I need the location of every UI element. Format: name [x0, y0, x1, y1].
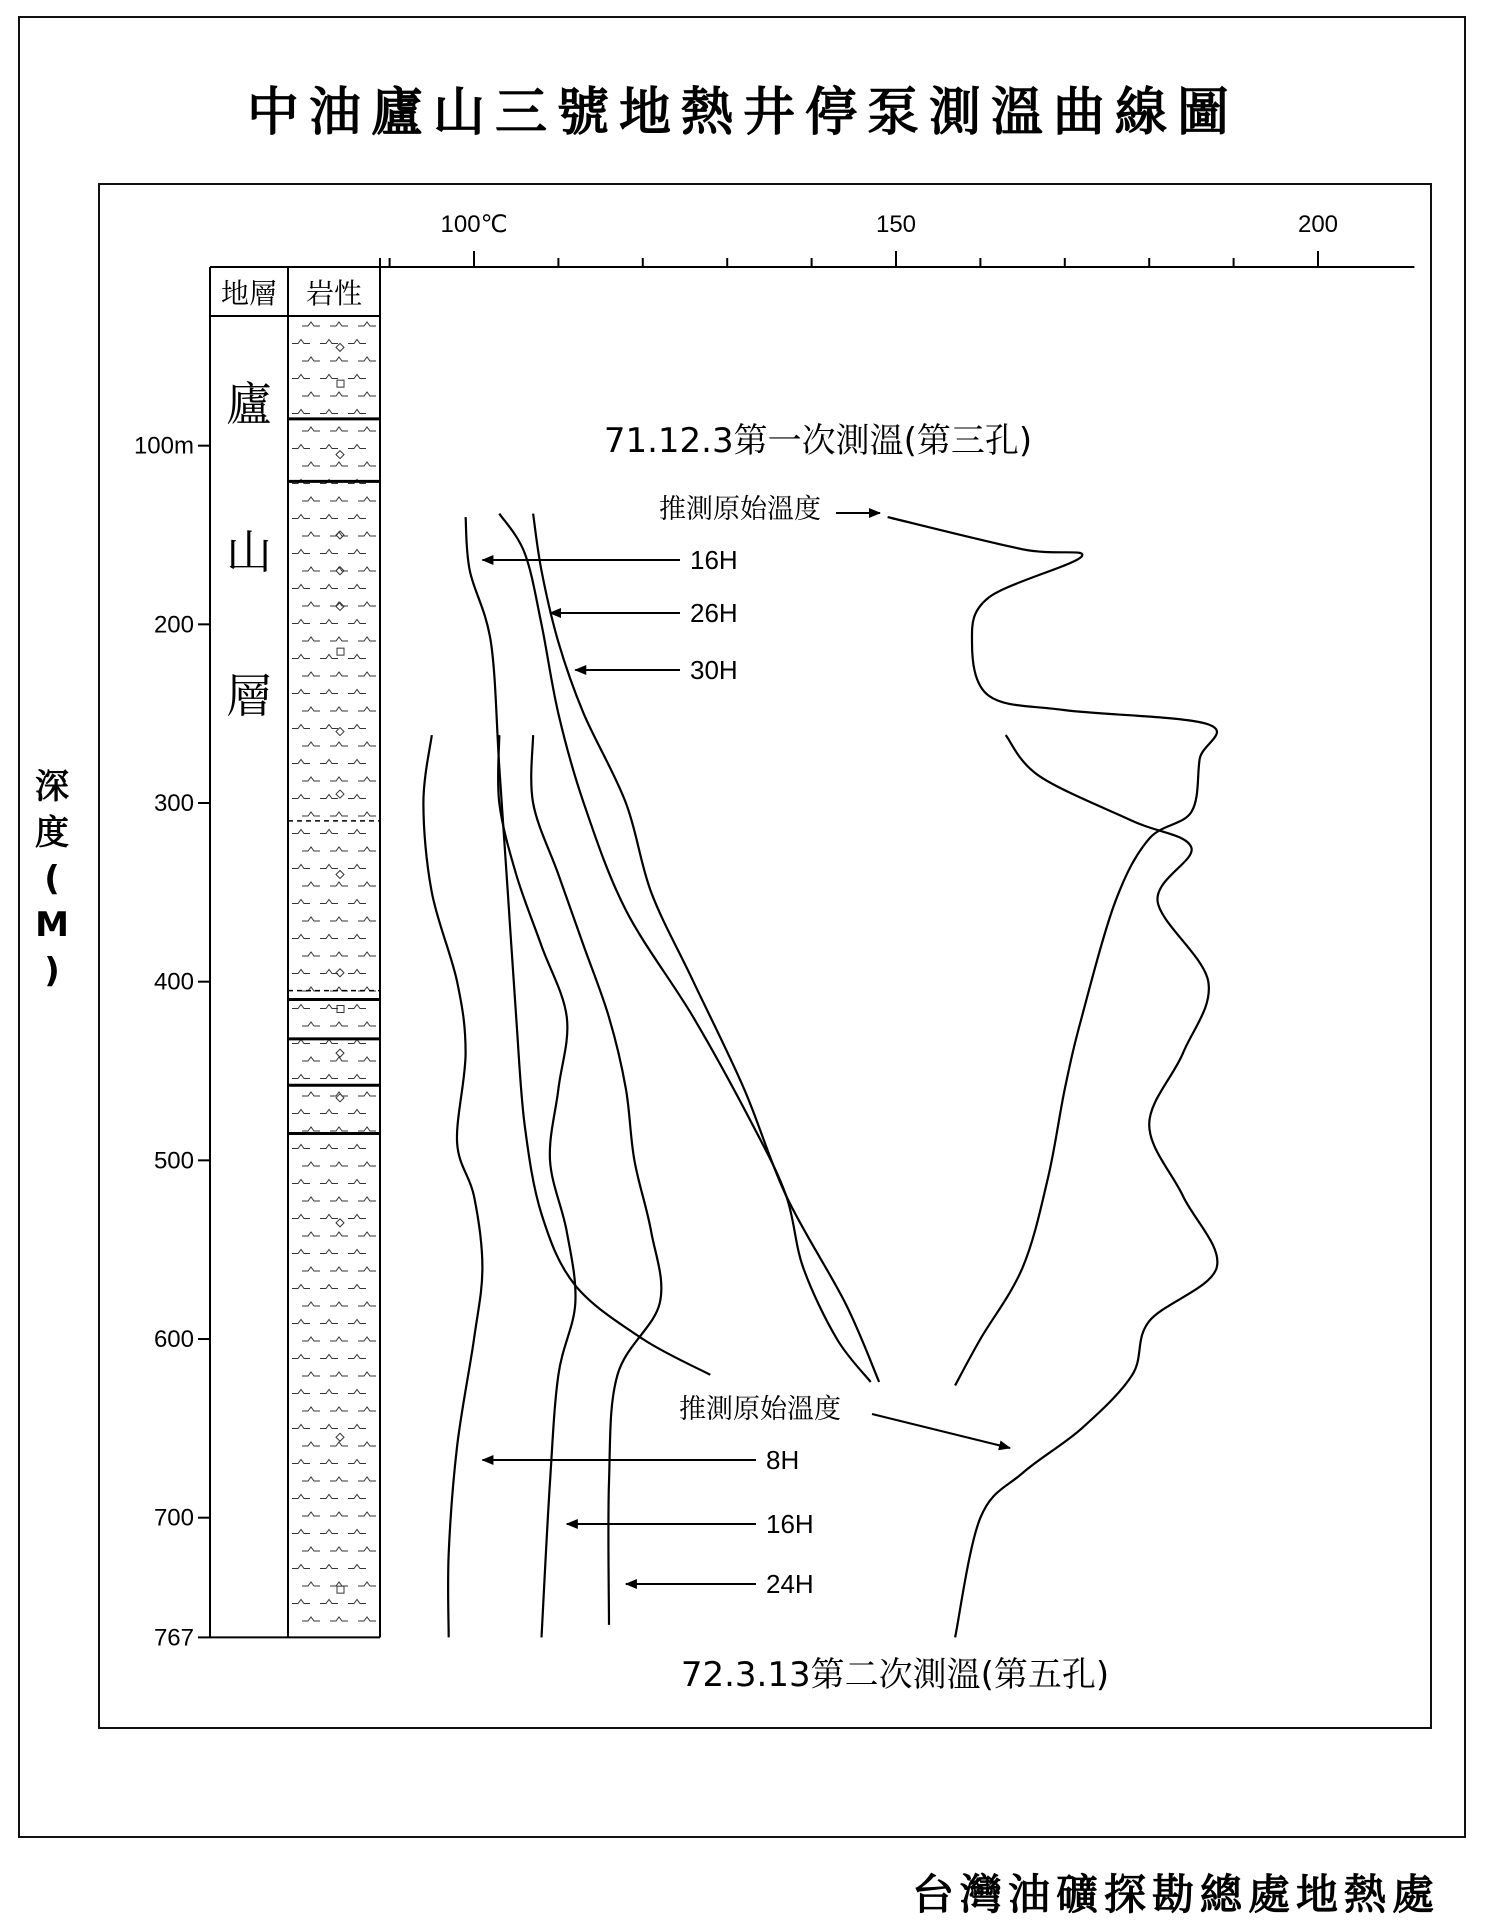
lithology-mark	[292, 340, 310, 344]
lithology-mark	[348, 1215, 366, 1219]
lithology-mark	[320, 830, 338, 834]
lithology-mark	[302, 847, 320, 851]
lithology-mark	[348, 1425, 366, 1429]
lithology-mark	[320, 725, 338, 729]
accessory-square	[337, 1005, 344, 1012]
lithology-mark	[292, 1215, 310, 1219]
y-tick-label: 100m	[133, 432, 194, 460]
lithology-mark	[320, 515, 338, 519]
lithology-mark	[302, 1512, 320, 1516]
lithology-mark	[358, 812, 376, 816]
lithology-mark	[330, 427, 348, 431]
formation-name-char: 山	[226, 525, 272, 579]
y-tick-label: 700	[153, 1504, 194, 1532]
lithology-mark	[292, 620, 310, 624]
survey2-pointer-label-24h: 24H	[766, 1569, 814, 1599]
lithology-mark	[292, 795, 310, 799]
lithology-mark	[320, 690, 338, 694]
lithology-mark	[348, 375, 366, 379]
lithology-mark	[330, 1582, 348, 1586]
lithology-mark	[348, 760, 366, 764]
lithology-mark	[302, 462, 320, 466]
lithology-mark	[330, 1127, 348, 1131]
lithology-mark	[292, 1460, 310, 1464]
lithology-mark	[320, 1005, 338, 1009]
lithology-mark	[330, 1022, 348, 1026]
lithology-mark	[358, 952, 376, 956]
lithology-mark	[358, 1197, 376, 1201]
lithology-mark	[292, 1565, 310, 1569]
lithology-mark	[330, 1372, 348, 1376]
lithology-mark	[348, 620, 366, 624]
accessory-diamond	[336, 1049, 344, 1057]
lithology-mark	[292, 970, 310, 974]
lithology-mark	[330, 847, 348, 851]
lithology-mark	[320, 760, 338, 764]
lithology-mark	[358, 1407, 376, 1411]
lithology-mark	[320, 1565, 338, 1569]
lithology-mark	[330, 1232, 348, 1236]
lithology-mark	[292, 550, 310, 554]
lithology-mark	[302, 497, 320, 501]
lithology-mark	[292, 830, 310, 834]
lithology-mark	[292, 1285, 310, 1289]
accessory-square	[337, 380, 344, 387]
lithology-mark	[302, 742, 320, 746]
survey2-label: 72.3.13第二次測溫(第五孔)	[680, 1655, 1110, 1695]
lithology-mark	[358, 1092, 376, 1096]
lithology-mark	[320, 585, 338, 589]
lithology-mark	[348, 1180, 366, 1184]
lithology-mark	[320, 900, 338, 904]
lithology-mark	[348, 1075, 366, 1079]
lithology-mark	[348, 900, 366, 904]
lithology-mark	[292, 1320, 310, 1324]
lithology-mark	[330, 882, 348, 886]
lithology-mark	[330, 1442, 348, 1446]
lithology-mark	[330, 777, 348, 781]
survey1-pointer-label-30h: 30H	[690, 655, 738, 685]
lithology-mark	[358, 1547, 376, 1551]
lithology-mark	[330, 1302, 348, 1306]
lithology-mark	[348, 690, 366, 694]
lithology-mark	[348, 1005, 366, 1009]
lithology-mark	[292, 445, 310, 449]
lithology-mark	[302, 1127, 320, 1131]
lithology-mark	[302, 812, 320, 816]
lithology-mark	[358, 777, 376, 781]
lithology-mark	[320, 1250, 338, 1254]
lithology-mark	[348, 865, 366, 869]
lithology-mark	[292, 1355, 310, 1359]
lithology-mark	[320, 865, 338, 869]
curve-survey1-16h	[466, 517, 711, 1375]
lithology-mark	[302, 1092, 320, 1096]
survey2-estimate-label: 推測原始溫度	[679, 1394, 841, 1425]
lithology-mark	[302, 1162, 320, 1166]
lithology-mark	[330, 672, 348, 676]
lithology-mark	[320, 550, 338, 554]
lithology-mark	[330, 1057, 348, 1061]
lithology-mark	[348, 970, 366, 974]
lithology-mark	[358, 392, 376, 396]
lithology-mark	[330, 742, 348, 746]
lithology-mark	[292, 1005, 310, 1009]
lithology-mark	[330, 1617, 348, 1621]
y-tick-label: 600	[153, 1326, 194, 1354]
lithology-mark	[292, 375, 310, 379]
lithology-mark	[292, 1110, 310, 1114]
lithology-mark	[348, 1285, 366, 1289]
lithology-mark	[302, 532, 320, 536]
lithology-mark	[358, 707, 376, 711]
lithology-mark	[292, 1530, 310, 1534]
survey2-pointer-label-16h: 16H	[766, 1509, 814, 1539]
lithology-mark	[330, 462, 348, 466]
lithology-mark	[302, 1197, 320, 1201]
lithology-mark	[358, 1302, 376, 1306]
lithology-mark	[348, 1495, 366, 1499]
lithology-mark	[292, 760, 310, 764]
lithology-mark	[302, 1547, 320, 1551]
survey1-label: 71.12.3第一次測溫(第三孔)	[603, 421, 1033, 461]
lithology-mark	[302, 602, 320, 606]
survey2-estimate-arrow	[872, 1414, 1010, 1448]
lithology-mark	[320, 1285, 338, 1289]
lithology-mark	[348, 1355, 366, 1359]
lithology-mark	[348, 550, 366, 554]
lithology-mark	[302, 1267, 320, 1271]
lithology-mark	[330, 1267, 348, 1271]
lithology-mark	[348, 1565, 366, 1569]
lithology-mark	[320, 410, 338, 414]
accessory-diamond	[336, 343, 344, 351]
lithology-mark	[330, 1197, 348, 1201]
lithology-mark	[358, 637, 376, 641]
lithology-mark	[330, 1162, 348, 1166]
lithology-mark	[348, 1460, 366, 1464]
lithology-mark	[358, 1022, 376, 1026]
survey1-estimate-label: 推測原始溫度	[659, 494, 821, 525]
accessory-square	[337, 648, 344, 655]
lithology-mark	[320, 795, 338, 799]
lithology-mark	[302, 707, 320, 711]
lithology-mark	[358, 532, 376, 536]
lithology-mark	[292, 1495, 310, 1499]
lithology-mark	[330, 917, 348, 921]
lithology-mark	[358, 917, 376, 921]
lithology-mark	[320, 375, 338, 379]
accessory-diamond	[336, 451, 344, 459]
lithology-mark	[320, 655, 338, 659]
lithology-mark	[348, 1110, 366, 1114]
lithology-mark	[320, 935, 338, 939]
lithology-mark	[320, 1600, 338, 1604]
lithology-mark	[320, 1180, 338, 1184]
lithology-mark	[330, 637, 348, 641]
lithology-mark	[302, 672, 320, 676]
lithology-mark	[302, 1442, 320, 1446]
accessory-diamond	[336, 790, 344, 798]
accessory-square	[337, 1586, 344, 1593]
y-axis-label-char: (	[44, 859, 60, 899]
lithology-mark	[292, 1250, 310, 1254]
lithology-mark	[358, 567, 376, 571]
lithology-mark	[348, 1600, 366, 1604]
curve-survey2-16h	[498, 735, 575, 1637]
lithology-mark	[302, 322, 320, 326]
lithology-mark	[358, 427, 376, 431]
lithology-mark	[358, 1127, 376, 1131]
lithology-mark	[320, 1530, 338, 1534]
lithology-mark	[348, 795, 366, 799]
lithology-mark	[358, 322, 376, 326]
lithology-mark	[302, 637, 320, 641]
x-tick-label: 150	[875, 211, 917, 238]
lithology-mark	[358, 1582, 376, 1586]
y-tick-label: 200	[153, 611, 194, 639]
curve-survey2-24h	[531, 735, 661, 1625]
lithology-mark	[358, 1232, 376, 1236]
lithology-mark	[302, 882, 320, 886]
lithology-mark	[348, 340, 366, 344]
lithology-mark	[320, 340, 338, 344]
lithology-mark	[320, 1110, 338, 1114]
lithology-mark	[358, 742, 376, 746]
lithology-mark	[348, 1250, 366, 1254]
lithology-mark	[348, 655, 366, 659]
lithology-mark	[292, 690, 310, 694]
header-lithology: 岩性	[305, 277, 363, 310]
lithology-mark	[348, 515, 366, 519]
lithology-mark	[302, 357, 320, 361]
y-tick-label: 400	[153, 968, 194, 996]
lithology-mark	[358, 1372, 376, 1376]
lithology-mark	[292, 1180, 310, 1184]
lithology-mark	[358, 1337, 376, 1341]
lithology-mark	[358, 1162, 376, 1166]
lithology-mark	[292, 1425, 310, 1429]
lithology-mark	[358, 462, 376, 466]
lithology-mark	[358, 602, 376, 606]
lithology-mark	[302, 1337, 320, 1341]
lithology-mark	[302, 1372, 320, 1376]
plot-frame	[99, 184, 1431, 1728]
lithology-mark	[292, 655, 310, 659]
accessory-diamond	[336, 969, 344, 977]
lithology-mark	[358, 672, 376, 676]
lithology-mark	[330, 707, 348, 711]
lithology-mark	[348, 410, 366, 414]
lithology-mark	[320, 1320, 338, 1324]
accessory-diamond	[336, 1219, 344, 1227]
lithology-mark	[320, 1390, 338, 1394]
lithology-mark	[358, 1267, 376, 1271]
y-axis-label-char: M	[35, 905, 69, 945]
lithology-mark	[330, 497, 348, 501]
lithology-mark	[330, 357, 348, 361]
chart-title: 中油廬山三號地熱井停泵測溫曲線圖	[246, 83, 1239, 143]
accessory-diamond	[336, 870, 344, 878]
lithology-mark	[292, 1075, 310, 1079]
lithology-mark	[348, 1530, 366, 1534]
lithology-mark	[320, 445, 338, 449]
lithology-mark	[302, 917, 320, 921]
survey1-pointer-label-26h: 26H	[690, 598, 738, 628]
lithology-mark	[302, 1057, 320, 1061]
lithology-mark	[330, 392, 348, 396]
lithology-mark	[330, 1512, 348, 1516]
x-tick-label: 100℃	[440, 211, 508, 238]
lithology-mark	[348, 1145, 366, 1149]
lithology-mark	[302, 392, 320, 396]
lithology-mark	[302, 1022, 320, 1026]
lithology-mark	[320, 620, 338, 624]
lithology-mark	[330, 322, 348, 326]
lithology-mark	[292, 725, 310, 729]
lithology-mark	[330, 952, 348, 956]
lithology-mark	[292, 865, 310, 869]
lithology-mark	[348, 830, 366, 834]
lithology-mark	[292, 585, 310, 589]
curve-survey2-8h	[423, 735, 482, 1637]
lithology-mark	[302, 1407, 320, 1411]
lithology-mark	[302, 1477, 320, 1481]
lithology-mark	[348, 1320, 366, 1324]
survey1-pointer-label-16h: 16H	[690, 545, 738, 575]
lithology-mark	[358, 1057, 376, 1061]
lithology-mark	[292, 1600, 310, 1604]
lithology-mark	[302, 1617, 320, 1621]
lithology-mark	[358, 1442, 376, 1446]
formation-name-char: 層	[226, 669, 272, 723]
lithology-mark	[330, 1547, 348, 1551]
lithology-mark	[320, 1355, 338, 1359]
accessory-diamond	[336, 1433, 344, 1441]
lithology-mark	[320, 1495, 338, 1499]
lithology-mark	[330, 812, 348, 816]
lithology-mark	[348, 445, 366, 449]
lithology-mark	[358, 1617, 376, 1621]
lithology-mark	[292, 1390, 310, 1394]
lithology-mark	[330, 1477, 348, 1481]
lithology-mark	[302, 567, 320, 571]
lithology-mark	[302, 777, 320, 781]
lithology-mark	[302, 952, 320, 956]
lithology-mark	[302, 1302, 320, 1306]
lithology-mark	[358, 357, 376, 361]
lithology-mark	[292, 935, 310, 939]
lithology-mark	[320, 970, 338, 974]
lithology-mark	[320, 1145, 338, 1149]
survey2-pointer-label-8h: 8H	[766, 1445, 800, 1475]
lithology-mark	[292, 410, 310, 414]
x-tick-label: 200	[1297, 211, 1339, 238]
lithology-mark	[292, 900, 310, 904]
lithology-mark	[358, 882, 376, 886]
y-tick-label: 767	[153, 1624, 194, 1652]
y-tick-label: 500	[153, 1147, 194, 1175]
lithology-mark	[348, 935, 366, 939]
lithology-mark	[292, 515, 310, 519]
y-axis-label-char: 度	[35, 813, 69, 853]
lithology-mark	[358, 847, 376, 851]
lithology-mark	[358, 1477, 376, 1481]
lithology-mark	[330, 1337, 348, 1341]
lithology-mark	[320, 1215, 338, 1219]
lithology-mark	[320, 1075, 338, 1079]
lithology-mark	[358, 497, 376, 501]
y-axis-label-char: )	[44, 951, 60, 991]
lithology-mark	[358, 1512, 376, 1516]
lithology-mark	[330, 1407, 348, 1411]
lithology-mark	[320, 1425, 338, 1429]
y-tick-label: 300	[153, 790, 194, 818]
lithology-mark	[302, 427, 320, 431]
header-formation: 地層	[220, 277, 278, 310]
lithology-mark	[302, 1582, 320, 1586]
lithology-mark	[348, 585, 366, 589]
formation-name-char: 廬	[226, 377, 272, 431]
curve-survey1-estimated	[888, 517, 1217, 1385]
lithology-mark	[348, 1390, 366, 1394]
footer-organization: 台灣油礦探勘總處地熱處	[911, 1870, 1440, 1919]
y-axis-label-char: 深	[35, 767, 69, 807]
lithology-mark	[292, 1145, 310, 1149]
curve-survey2-estimated	[955, 735, 1217, 1637]
lithology-mark	[302, 1232, 320, 1236]
lithology-mark	[348, 725, 366, 729]
lithology-mark	[320, 1460, 338, 1464]
